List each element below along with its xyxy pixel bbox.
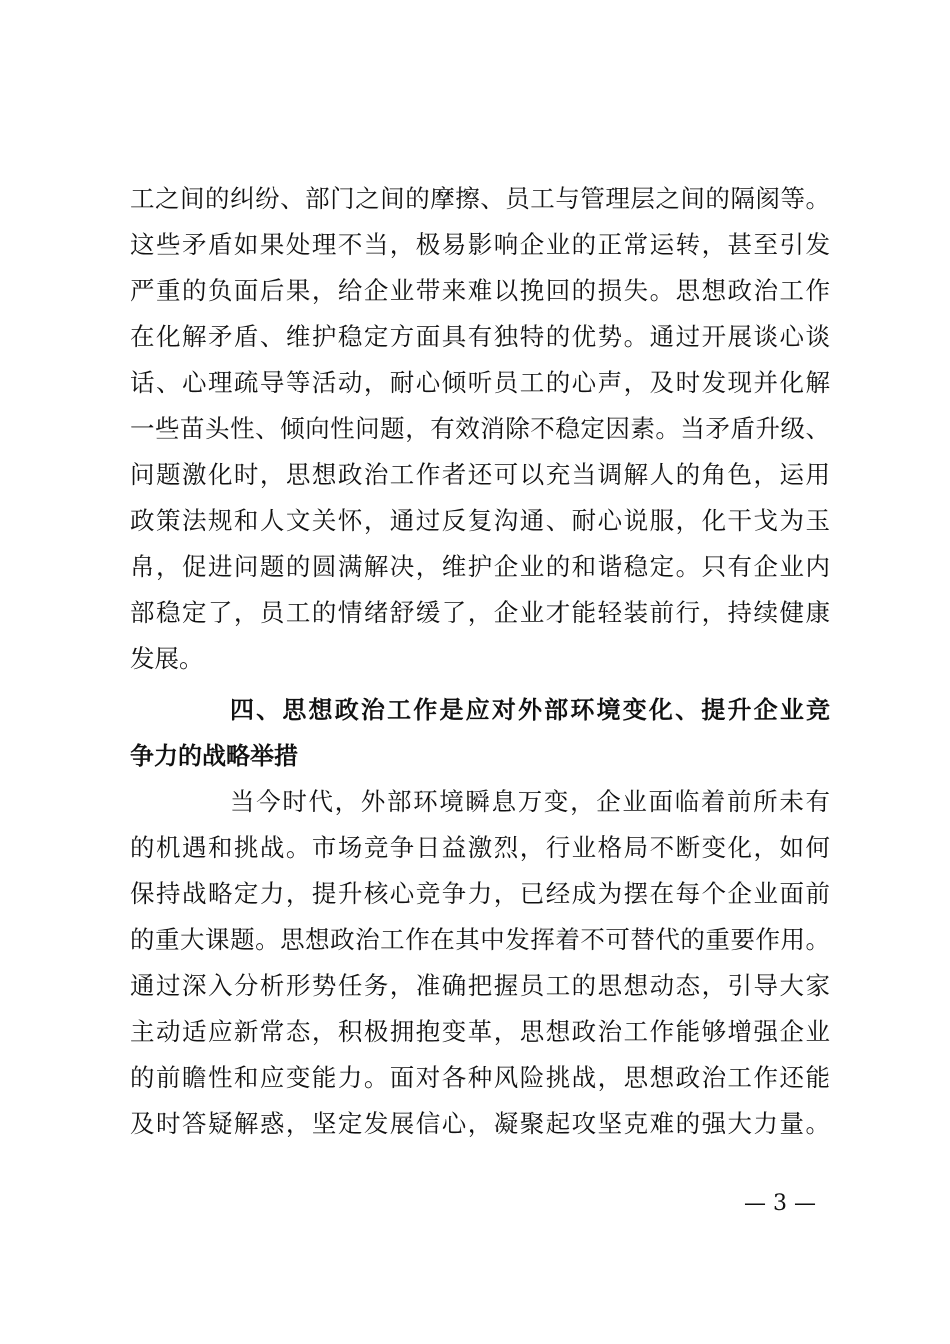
paragraph-line: 通过深入分析形势任务，准确把握员工的思想动态，引导大家 — [130, 971, 830, 1000]
paragraph-line: 及时答疑解惑，坚定发展信心，凝聚起攻坚克难的强大力量。 — [130, 1109, 830, 1138]
paragraph-line: 话、心理疏导等活动，耐心倾听员工的心声，及时发现并化解 — [130, 368, 830, 397]
paragraph-line: 保持战略定力，提升核心竞争力，已经成为摆在每个企业面前 — [130, 879, 830, 908]
paragraph-line: 的机遇和挑战。市场竞争日益激烈，行业格局不断变化，如何 — [130, 833, 830, 862]
paragraph-line: 问题激化时，思想政治工作者还可以充当调解人的角色，运用 — [130, 460, 830, 489]
paragraph-line: 发展。 — [130, 644, 204, 673]
paragraph-line: 主动适应新常态，积极拥抱变革，思想政治工作能够增强企业 — [130, 1017, 830, 1046]
paragraph-line: 的重大课题。思想政治工作在其中发挥着不可替代的重要作用。 — [130, 925, 830, 954]
paragraph-line: 部稳定了，员工的情绪舒缓了，企业才能轻装前行，持续健康 — [130, 598, 830, 627]
paragraph-line: 帛，促进问题的圆满解决，维护企业的和谐稳定。只有企业内 — [130, 552, 830, 581]
page-number: — 3 — — [744, 1191, 816, 1216]
paragraph-line: 一些苗头性、倾向性问题，有效消除不稳定因素。当矛盾升级、 — [130, 414, 830, 443]
paragraph-line: 政策法规和人文关怀，通过反复沟通、耐心说服，化干戈为玉 — [130, 506, 830, 535]
paragraph-line: 这些矛盾如果处理不当，极易影响企业的正常运转，甚至引发 — [130, 230, 830, 259]
section-heading-line-1: 四、思想政治工作是应对外部环境变化、提升企业竞 — [230, 696, 830, 724]
paragraph-line: 工之间的纠纷、部门之间的摩擦、员工与管理层之间的隔阂等。 — [130, 184, 830, 213]
section-heading-line-2: 争力的战略举措 — [130, 742, 298, 770]
paragraph-line: 的前瞻性和应变能力。面对各种风险挑战，思想政治工作还能 — [130, 1063, 830, 1092]
paragraph-line: 当今时代，外部环境瞬息万变，企业面临着前所未有 — [230, 787, 830, 816]
paragraph-line: 在化解矛盾、维护稳定方面具有独特的优势。通过开展谈心谈 — [130, 322, 830, 351]
paragraph-line: 严重的负面后果，给企业带来难以挽回的损失。思想政治工作 — [130, 276, 830, 305]
